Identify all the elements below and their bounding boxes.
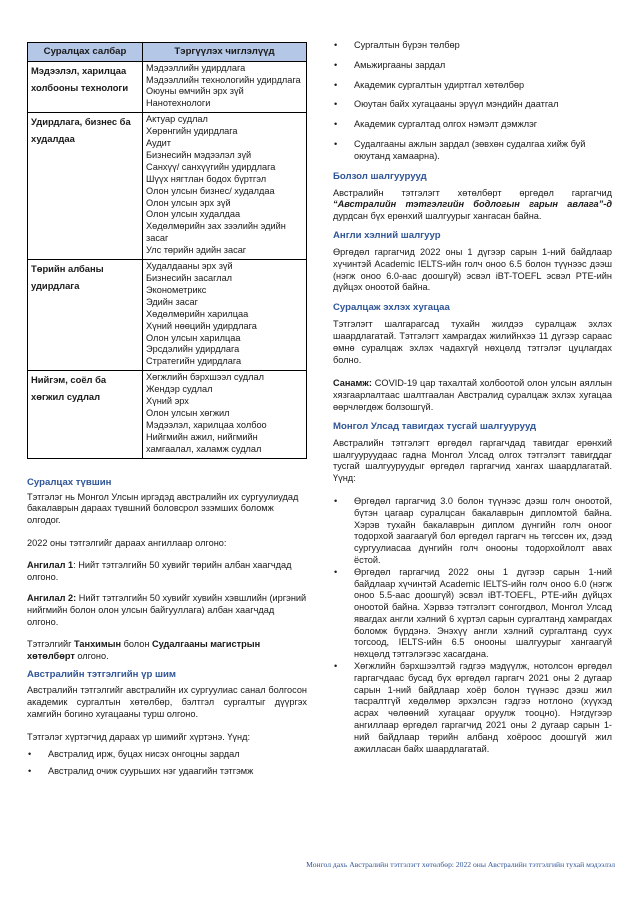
priority-intro: 2022 оны тэтгэлгийг дараах ангиллаар олгоно:: [27, 537, 227, 548]
eligibility-paragraph: [333, 188, 612, 223]
direction-item: Олон улсын эрх зүй: [146, 197, 231, 208]
grant-types-paragraph: [27, 639, 307, 663]
grant-types-pre: Тэтгэлгийг: [27, 638, 75, 649]
category-1-text: : Нийт тэтгэлгийн 50 хувийг төрийн албан хаагчдад олгоно.: [27, 559, 292, 582]
english-heading: Англи хэлний шалгуур: [333, 229, 441, 241]
direction-item: Эрсдэлийн удирдлага: [146, 344, 240, 355]
grant-type-research: Судалгааны магистрын хөтөлбөрт: [27, 638, 261, 661]
table-row: [28, 113, 307, 260]
benefits-list-left: [27, 749, 307, 779]
mongolia-criteria-text: Австралийн тэтгэлэгт өргөдөл гаргагчдад тавигдаг ерөнхий шалгууруудаас гадна Монгол Улсад олгох тэтгэлэгт тавигддаг тусгай шалгууруудыг өргөдөл гаргагчид хангах шаардлагатай. Үүнд:: [333, 437, 612, 484]
direction-item: Санхүү/ санхүүгийн удирдлага: [146, 161, 276, 172]
fields-table: [27, 42, 307, 459]
policy-handbook-title: “Австралийн тэтгэлгийн бодлогын гарын авлага”-д: [333, 199, 612, 210]
category-2-paragraph: [27, 593, 307, 628]
direction-item: Стратегийн удирдлага: [146, 356, 242, 367]
right-column: [333, 40, 612, 755]
direction-item: Олон улсын бизнес/ худалдаа: [146, 185, 275, 196]
benefits-list-right: [333, 40, 612, 163]
list-item: • Сургалтын бүрэн төлбөр: [333, 40, 612, 52]
direction-item: Жендэр судлал: [146, 384, 213, 395]
list-item: • Өргөдөл гаргагчид 3.0 болон түүнээс дээш голч оноотой, бүтэн цагаар суралцсан бакалаврын дипломтой байна. Хэрэв тухайн бакалаврын диплом дүнгийн голч оноог тодорхой заагаагүй бол өргөдөл гаргагч нь төгссөн их, дээд сургуулиасаа дүнгийн голч онооны тодорхойлолт авах ёстой.: [333, 496, 612, 567]
direction-item: Нийгмийн ажил, нийгмийн хамгаалал, халамж судлал: [146, 431, 262, 454]
grant-types-post: олгоно.: [74, 650, 109, 661]
header-study-field: Суралцах салбар: [28, 43, 143, 62]
category-2-text: Нийт тэтгэлгийн 50 хувийг хувийн хэвшлийн (иргэний нийгмийн болон олон улсын байгууллага) албан хаагчдад олгоно.: [27, 593, 307, 627]
direction-item: Худалдааны эрх зүй: [146, 261, 233, 272]
eligibility-pre: Австралийн тэтгэлэгт хөтөлбөрт өргөдөл гаргагчид: [333, 187, 612, 198]
table-row: [28, 260, 307, 371]
field-cell: Төрийн албаны удирдлага: [28, 260, 143, 371]
category-1-paragraph: [27, 560, 307, 584]
direction-item: Олон улсын харилцаа: [146, 332, 241, 343]
direction-item: Эконометрикс: [146, 284, 207, 295]
field-cell: Удирдлага, бизнес ба худалдаа: [28, 113, 143, 260]
benefits-intro: Тэтгэлэг хүртэгчид дараах үр шимийг хүртэнэ. Үүнд:: [27, 731, 251, 742]
direction-item: Нанотехнологи: [146, 98, 211, 109]
direction-item: Бизнесийн засаглал: [146, 273, 233, 283]
direction-item: Улс төрийн эдийн засаг: [146, 245, 247, 256]
list-item: • Академик сургалтад олгох нэмэлт дэмжлэг: [333, 119, 612, 131]
study-start-text: Тэтгэлэгт шалгарагсад тухайн жилдээ суралцаж эхлэх шаардлагатай. Тэтгэлэгт хамрагдах жилийнхээ 11 дүгээр сараас өмнө суралцаж эхлэх чадахгүй нөхцөлд тэтгэлэг цуцлагдах болно.: [333, 319, 612, 365]
direction-item: Хөрөнгийн удирдлага: [146, 126, 238, 137]
table-row: [28, 371, 307, 458]
benefits-heading: Австралийн тэтгэлгийн үр шим: [27, 669, 176, 681]
category-2-label: Ангилал 2:: [27, 593, 77, 604]
grant-type-coursework: Танхимын: [74, 638, 122, 649]
direction-item: Бизнесийн мэдээлэл зүй: [146, 149, 252, 160]
list-item: • Өргөдөл гаргагчид 2022 оны 1 дүгээр сарын 1-ний байдлаар хүчинтэй Academic IELTS-ийн голч оноо 6.0 (нэгж оноо 5.5-аас доошгүй) эсвэл iBT-TOEFL, PTE-ийн дүйцэх оноотой байна. Хэрвээ тэтгэлэгт сонгогдвол, Монгол Улсад явагдах англи хэлний 6 хүртэл сарын сургалтанд хамрагдах боломж бүрдэнэ. Энэхүү англи хэлний сургалтанд суух тогсоод, IELTS-ийн 6.5 онооны шалгуурыг хангаагүй нөхцөлд тэтгэлэгээс хасагдана.: [333, 567, 612, 661]
category-1-label: Ангилал 1: [27, 559, 74, 570]
directions-cell: [143, 61, 307, 113]
note-text: COVID-19 цар тахалтай холбоотой олон улсын аяллын хязгаарлалтаас шалтгаалан Австралид суралцаж эхлэх хугацаа өөрчлөгдөж болзошгүй.: [333, 378, 612, 412]
field-cell: Нийгэм, соёл ба хөгжил судлал: [28, 371, 143, 458]
direction-item: Шүүх нягтлан бодох бүртгэл: [146, 173, 267, 184]
table-row: [28, 61, 307, 113]
study-level-text: Тэтгэлэг нь Монгол Улсын иргэдэд австралийн их сургуулиудад бакалаврын дараах түвшний боловсрол эзэмших боломж олгодог.: [27, 491, 299, 526]
left-column: [27, 42, 307, 778]
list-item: • Оюутан байх хугацааны эрүүл мэндийн даатгал: [333, 99, 612, 111]
direction-item: Мэдээллийн технологийн удирдлага: [146, 74, 301, 85]
note-paragraph: [333, 378, 612, 413]
direction-item: Аудит: [146, 138, 172, 149]
list-item: • Судалгааны ажлын зардал (зөвхөн судалгаа хийж буй оюутанд хамаарна).: [333, 139, 612, 163]
eligibility-post: дурдсан бүх ерөнхий шалгуурыг хангасан байна.: [333, 211, 542, 222]
mongolia-criteria-heading: Монгол Улсад тавигдах тусгай шалгуурууд: [333, 420, 537, 432]
list-item: • Австралид очиж суурьших нэг удаагийн тэтгэмж: [27, 766, 307, 778]
direction-item: Эдийн засаг: [146, 296, 198, 307]
study-start-heading: Суралцаж эхлэх хугацаа: [333, 302, 450, 314]
direction-item: Мэдээлэл, харилцаа холбоо: [146, 419, 267, 430]
direction-item: Хүний эрх: [146, 396, 189, 407]
table-header-row: [28, 43, 307, 62]
english-text: Өргөдөл гаргагчид 2022 оны 1 дүгээр сарын 1-ний байдлаар хүчинтэй Academic IELTS-ийн голч оноо 6.5 болон түүнээс дээш (нэгж оноо 6.0-аас доошгүй) эсвэл iBT-TOEFL эсвэл PTE-ийн дүйцэх оноотой байна.: [333, 246, 612, 293]
grant-types-mid: болон: [121, 638, 152, 649]
eligibility-heading: Болзол шалгуурууд: [333, 170, 427, 182]
direction-item: Оюуны өмчийн эрх зүй: [146, 86, 244, 97]
header-priority-directions: Тэргүүлэх чиглэлүүд: [143, 43, 307, 62]
list-item: • Хөгжлийн бэрхшээлтэй гэдгээ мэдүүлж, нотолсон өргөдөл гаргагчдаас бусад бүх өргөдөл гаргагч 2021 оны 2 дугаар сарын 1-ний байдлаар хоёр болон түүнээс дээш жил тасралтгүй хөдөлмөр эрхэлсэн гэдгээ нотлоно (хүүхэд асрах чөлөөний хугацааг оруулж тооцно). Нэгдүгээр ангиллаар өргөдөл гаргагчид 2021 оны 2 дугаар сарын 1-ний байдлаар төрийн албанд хоёроос доошгүй жил ажилласан байх шаардлагатай.: [333, 661, 612, 755]
direction-item: Мэдээллийн удирдлага: [146, 62, 246, 73]
direction-item: Олон улсын худалдаа: [146, 209, 241, 220]
directions-cell: [143, 113, 307, 260]
directions-cell: [143, 371, 307, 458]
note-label: Санамж:: [333, 378, 372, 389]
directions-cell: [143, 260, 307, 371]
direction-item: Хүний нөөцийн удирдлага: [146, 320, 257, 331]
direction-item: Хөдөлмөрийн харилцаа: [146, 308, 249, 319]
direction-item: Хөгжлийн бэрхшээл судлал: [146, 372, 264, 383]
list-item: • Австралид ирж, буцах нисэх онгоцны зардал: [27, 749, 307, 761]
study-level-heading: Суралцах түвшин: [27, 476, 112, 488]
page-footer: Монгол дахь Австралийн тэтгэлэгт хөтөлбөр: 2022 оны Австралийн тэтгэлгийн тухай мэдээлэл: [306, 860, 615, 869]
list-item: • Академик сургалтын удиртгал хөтөлбөр: [333, 80, 612, 92]
mongolia-criteria-list: [333, 496, 612, 756]
direction-item: Хөдөлмөрийн зах зээлийн эдийн засаг: [146, 221, 286, 244]
benefits-text: Австралийн тэтгэлгийг австралийн их сургуулиас санал болгосон академик сургалтын хөтөлбөр, бэлтгэл сургалтыг дүүргэх хамгийн богино хугацааны турш олгоно.: [27, 685, 307, 719]
direction-item: Актуар судлал: [146, 114, 208, 125]
list-item: • Амьжиргааны зардал: [333, 60, 612, 72]
direction-item: Олон улсын хөгжил: [146, 407, 230, 418]
field-cell: Мэдээлэл, харилцаа холбооны технологи: [28, 61, 143, 113]
